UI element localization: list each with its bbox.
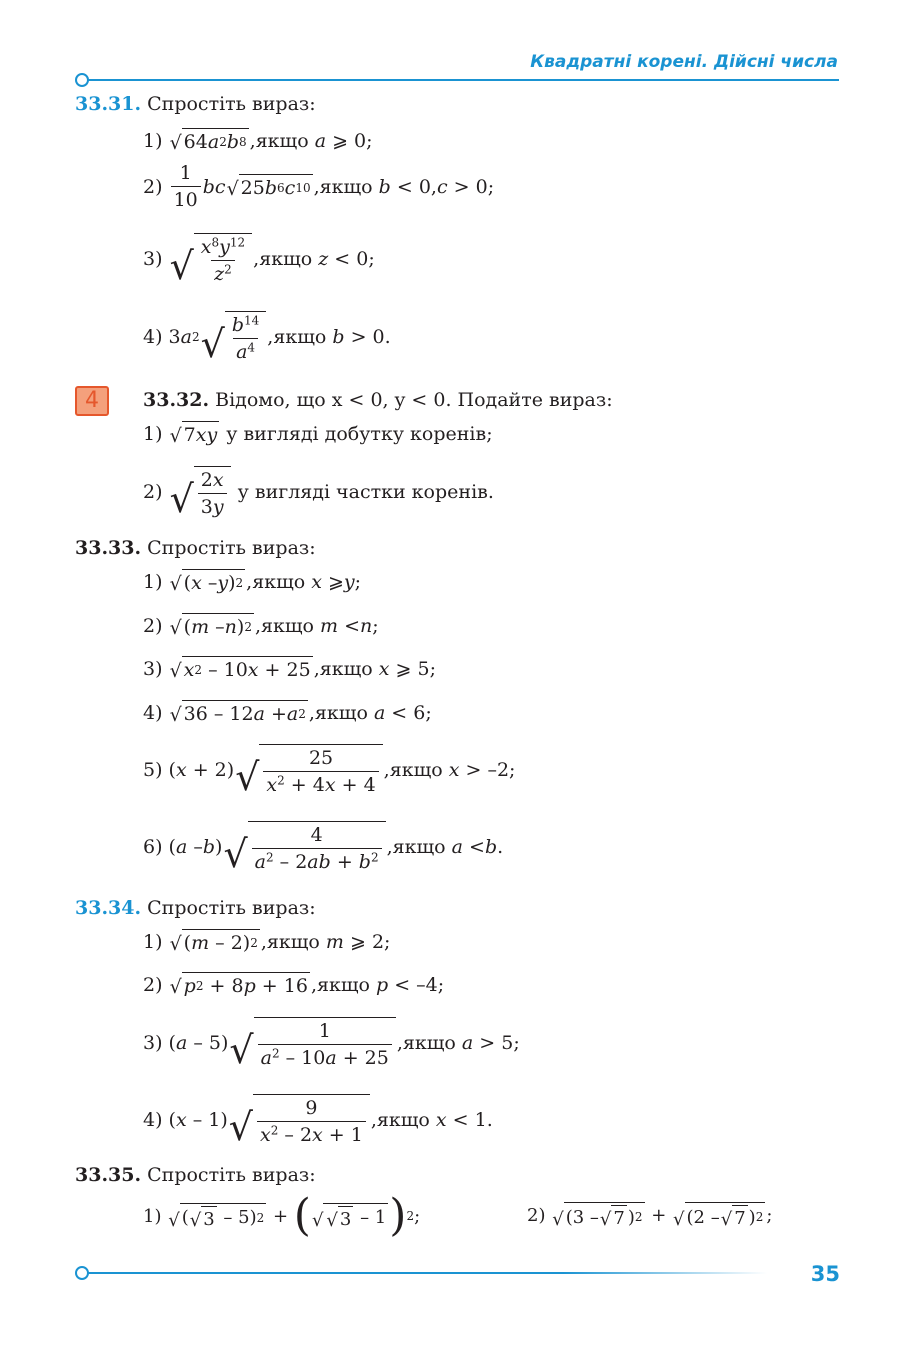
item-33-34-2: 2) √ p 2 + 8 p + 16 , якщо p < –4; [143, 973, 445, 998]
item-33-31-4: 4) 3 a 2 √ $\frac{b^{14}}{a^4}$ , якщо b > 0. [143, 311, 391, 363]
section-title: Квадратні корені. Дійсні числа [530, 52, 838, 72]
problem-prompt: Спростіть вираз: [147, 1164, 316, 1186]
item-33-33-4: 4) √ 36 – 12 a + a 2 , якщо a < 6; [143, 701, 432, 726]
item-33-33-2: 2) √ ( m – n ) 2 , якщо m < n ; [143, 614, 379, 639]
problem-prompt: Спростіть вираз: [147, 93, 316, 115]
problem-number: 33.34. [75, 897, 142, 919]
problem-33-34-heading [75, 897, 316, 919]
item-33-33-6: 6) ( a – b ) √ $\frac{4}{a^2 - 2ab + b^2}$ , якщо a < b . [143, 821, 503, 873]
problem-33-32-heading [143, 389, 613, 411]
item-33-35-2: 2) √ (3 – √ 7 ) 2 + √ (2 – √ 7 ) 2 ; [527, 1202, 772, 1229]
problem-prompt: Спростіть вираз: [147, 897, 316, 919]
item-33-33-5: 5) ( x + 2) √ $\frac{25}{x^2 + 4x + 4}$ , якщо x > –2; [143, 744, 515, 796]
problem-33-35-heading [75, 1164, 316, 1186]
item-33-34-3: 3) ( a – 5) √ $\frac{1}{a^2 - 10a + 25}$ , якщо a > 5; [143, 1017, 520, 1069]
problem-number: 33.35. [75, 1164, 142, 1186]
page-number: 35 [810, 1262, 840, 1286]
problem-number: 33.33. [75, 537, 142, 559]
problem-33-33-heading [75, 537, 316, 559]
problem-number: 33.32. [143, 389, 210, 411]
item-33-31-2: 2) $\frac{1}{10}$ bc √ 25 b 6 c 10 , якщо b < 0, c > 0; [143, 162, 495, 211]
item-33-33-3: 3) √ x 2 – 10 x + 25 , якщо x ⩾ 5; [143, 657, 436, 682]
item-33-34-1: 1) √ ( m – 2) 2 , якщо m ⩾ 2; [143, 930, 391, 955]
problem-33-31-heading [75, 93, 316, 115]
item-33-35-1: 1) √ ( √ 3 – 5) 2 + ( √ √ 3 – 1 ) 2 ; [143, 1190, 421, 1241]
problem-number: 33.31. [75, 93, 142, 115]
item-33-31-1: 1) √ 64 a 2 b 8 , якщо a ⩾ 0; [143, 129, 373, 154]
header-rule [87, 79, 839, 81]
problem-prompt: Відомо, що x < 0, y < 0. Подайте вираз: [215, 389, 613, 411]
footer-rule [87, 1272, 767, 1274]
difficulty-level-badge: 4 [75, 386, 109, 416]
item-33-32-1: 1) √ 7 xy у вигляді добутку коренів; [143, 422, 493, 447]
item-33-34-4: 4) ( x – 1) √ $\frac{9}{x^2 - 2x + 1}$ , якщо x < 1. [143, 1094, 493, 1146]
item-33-32-2: 2) √ $\frac{2x}{3y}$ у вигляді частки коренів. [143, 466, 494, 518]
problem-prompt: Спростіть вираз: [147, 537, 316, 559]
item-33-31-3: 3) √ $\frac{x^8y^{12}}{z^2}$ , якщо z < 0; [143, 233, 375, 285]
item-33-33-1: 1) √ ( x – y ) 2 , якщо x ⩾ y ; [143, 570, 362, 595]
